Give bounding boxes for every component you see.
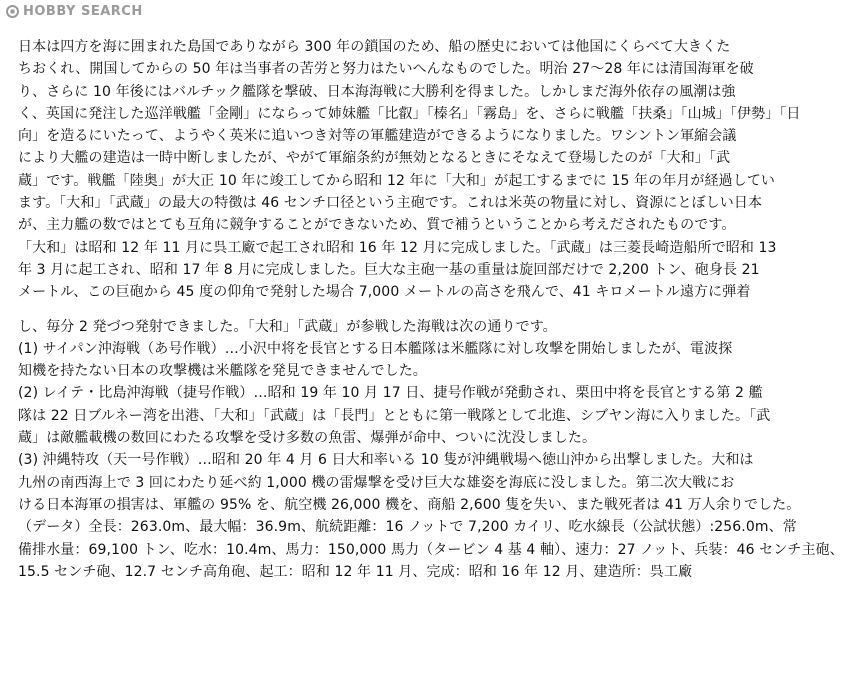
text-line: く、英国に発注した巡洋戦艦「金剛」にならって姉妹艦「比叡」「榛名」「霧島」を、さらに戦艦「扶桑」「山城」「伊勢」「日 xyxy=(18,105,801,122)
text-line: (1) サイパン沖海戦（あ号作戦）…小沢中将を長官とする日本艦隊は米艦隊に対し攻撃を開始しましたが、電波探 xyxy=(18,340,733,357)
text-line: (3) 沖縄特攻（天一号作戦）…昭和 20 年 4 月 6 日大和率いる 10 隻が沖縄戦場へ徳山沖から出撃しました。大和は xyxy=(18,452,754,469)
text-line: が、主力艦の数ではとても互角に競争することができないため、質で補うということから考えだされたものです。 xyxy=(18,217,736,234)
text-line: 九州の南西海上で 3 回にわたり延べ約 1,000 機の雷爆撃を受け巨大な雄姿を海底に没しました。第二次大戦にお xyxy=(18,474,735,491)
text-line: により大艦の建造は一時中断しましたが、やがて軍縮条約が無効となるときにそなえて登場したのが「大和」「武 xyxy=(18,150,731,167)
hobby-search-watermark xyxy=(6,4,143,19)
text-line: 向」を造るにいたって、ようやく英米に追いつき対等の軍艦建造ができるようになりました。ワシントン軍縮会議 xyxy=(18,128,737,145)
text-line: り、さらに 10 年後にはバルチック艦隊を撃破、日本海海戦に大勝利を得ました。しかしまだ海外依存の風潮は強 xyxy=(18,83,736,100)
text-line: 知機を持たない日本の攻撃機は米艦隊を発見できませんでした。 xyxy=(18,363,427,380)
text-line: ちおくれ、開国してからの 50 年は当事者の苦労と努力はたいへんなものでした。明治 27～28 年には清国海軍を破 xyxy=(18,61,754,78)
text-line: 隊は 22 日ブルネー湾を出港、「大和」「武蔵」は「長門」とともに第一戦隊として北進、シブヤン海に入りました。「武 xyxy=(18,407,771,424)
text-line: （データ）全長：263.0m、最大幅：36.9m、航続距離：16 ノットで 7,200 カイリ、吃水線長（公試状態）:256.0m、常 xyxy=(18,519,797,536)
paragraph-block-1 xyxy=(18,36,854,304)
text-line: ける日本海軍の損害は、軍艦の 95% を、航空機 26,000 機を、商船 2,600 隻を失い、また戦死者は 41 万人余りでした。 xyxy=(18,496,801,513)
text-line: 備排水量：69,100 トン、吃水：10.4m、馬力：150,000 馬力（タービン 4 基 4 軸）、速力：27 ノット、兵装：46 センチ主砲、 xyxy=(18,541,844,558)
text-line: (2) レイテ・比島沖海戦（捷号作戦）…昭和 19 年 10 月 17 日、捷号作戦が発動され、栗田中将を長官とする第 2 艦 xyxy=(18,385,763,402)
text-line: メートル、この巨砲から 45 度の仰角で発射した場合 7,000 メートルの高さを飛んで、41 キロメートル遠方に弾着 xyxy=(18,284,751,301)
text-line: ます。「大和」「武蔵」の最大の特徴は 46 センチ口径という主砲です。これは米英の物量に対し、資源にとぼしい日本 xyxy=(18,195,763,212)
block-gap xyxy=(18,304,854,316)
watermark-text: HOBBY SEARCH xyxy=(23,4,143,19)
hobby-search-logo-icon xyxy=(6,5,19,18)
text-line: 年 3 月に起工され、昭和 17 年 8 月に完成しました。巨大な主砲一基の重量は旋回部だけで 2,200 トン、砲身長 21 xyxy=(18,261,760,278)
text-line: し、毎分 2 発づつ発射できました。「大和」「武蔵」が参戦した海戦は次の通りです。 xyxy=(18,318,557,335)
text-line: 蔵」です。戦艦「陸奥」が大正 10 年に竣工してから昭和 12 年に「大和」が起工するまでに 15 年の年月が経過してい xyxy=(18,172,776,189)
text-line: 蔵」は敵艦載機の数回にわたる攻撃を受け多数の魚雷、爆弾が命中、ついに沈没しました。 xyxy=(18,430,597,447)
text-line: 15.5 センチ砲、12.7 センチ高角砲、起工：昭和 12 年 11 月、完成：昭和 16 年 12 月、建造所：呉工廠 xyxy=(18,563,693,580)
text-line: 日本は四方を海に囲まれた島国でありながら 300 年の鎖国のため、船の歴史においては他国にくらべて大きくた xyxy=(18,39,731,55)
paragraph-block-2 xyxy=(18,316,854,584)
text-line: 「大和」は昭和 12 年 11 月に呉工廠で起工され昭和 16 年 12 月に完成しました。「武蔵」は三菱長崎造船所で昭和 13 xyxy=(18,239,777,256)
document-body xyxy=(18,36,854,583)
